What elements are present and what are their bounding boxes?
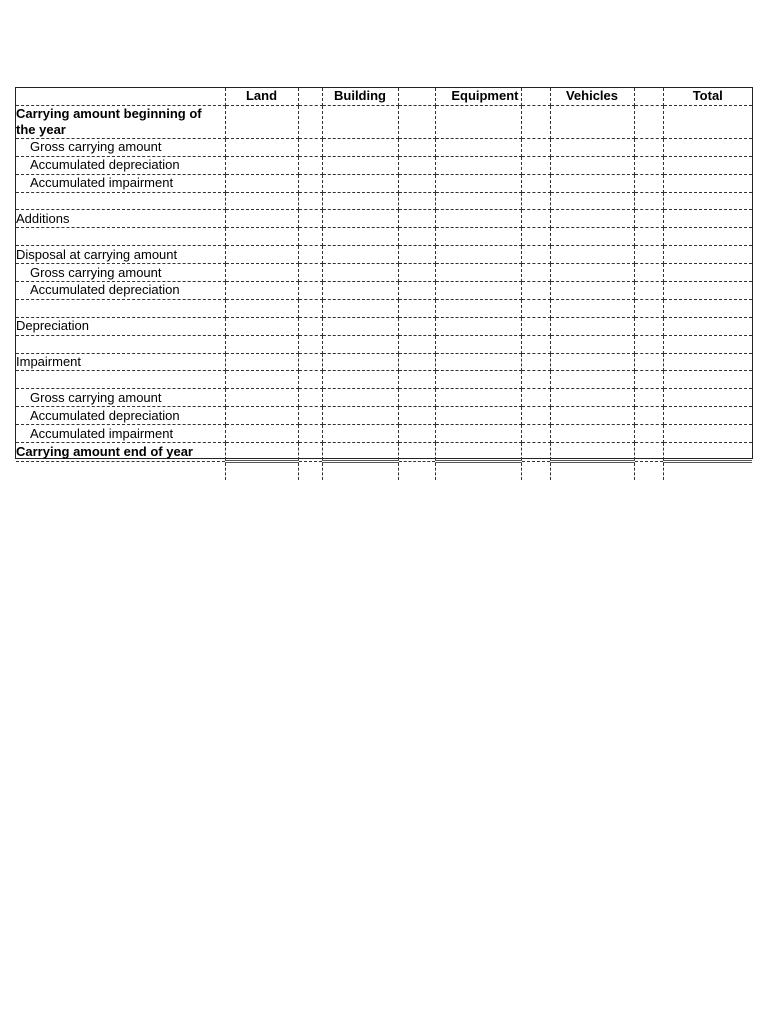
amount-cell-building[interactable]: [322, 425, 398, 443]
amount-cell-total[interactable]: [663, 264, 752, 282]
amount-cell-land[interactable]: [225, 246, 298, 264]
spacer-cell: [521, 443, 550, 462]
spacer-cell: [398, 299, 435, 317]
amount-cell-building[interactable]: [322, 317, 398, 335]
amount-cell-total[interactable]: [663, 317, 752, 335]
amount-cell-equipment[interactable]: [435, 282, 521, 300]
amount-cell-land[interactable]: [225, 425, 298, 443]
spacer-cell: [634, 192, 663, 210]
row-label-additions: Additions: [16, 210, 225, 228]
header-row: [16, 88, 752, 105]
spacer-cell: [398, 174, 435, 192]
amount-cell-vehicles[interactable]: [550, 174, 634, 192]
table-row: [16, 371, 752, 389]
spacer-cell: [521, 228, 550, 246]
spacer-cell: [634, 443, 663, 462]
amount-cell-equipment[interactable]: [435, 425, 521, 443]
amount-cell-land[interactable]: [225, 264, 298, 282]
amount-cell-vehicles[interactable]: [550, 138, 634, 156]
amount-cell-total[interactable]: [663, 371, 752, 389]
row-label-accumulated-impairment: Accumulated impairment: [16, 425, 225, 443]
amount-cell-total[interactable]: [663, 282, 752, 300]
spacer-cell: [398, 156, 435, 174]
amount-cell-building[interactable]: [322, 299, 398, 317]
spacer-cell: [398, 443, 435, 462]
amount-cell-vehicles[interactable]: [550, 317, 634, 335]
row-label-blank: [16, 299, 225, 317]
amount-cell-equipment[interactable]: [435, 246, 521, 264]
spacer-cell: [521, 88, 550, 105]
spacer-cell: [298, 353, 322, 371]
amount-cell-land[interactable]: [225, 282, 298, 300]
table-row: [16, 317, 752, 335]
spacer-cell: [398, 353, 435, 371]
spacer-cell: [398, 371, 435, 389]
amount-cell-equipment[interactable]: [435, 299, 521, 317]
spacer-cell: [521, 389, 550, 407]
spacer-cell: [298, 156, 322, 174]
amount-cell-building[interactable]: [322, 282, 398, 300]
table-row: [16, 282, 752, 300]
amount-cell-land[interactable]: [225, 371, 298, 389]
amount-cell-equipment[interactable]: [435, 371, 521, 389]
spacer-cell: [398, 407, 435, 425]
spacer-cell: [521, 335, 550, 353]
amount-cell-building[interactable]: [322, 335, 398, 353]
spacer-cell: [634, 174, 663, 192]
spacer-cell: [634, 461, 663, 479]
column-header-land: Land: [225, 88, 298, 105]
table-row: [16, 353, 752, 371]
amount-cell-vehicles[interactable]: [550, 461, 634, 479]
spacer-cell: [521, 156, 550, 174]
table-row: [16, 174, 752, 192]
spacer-cell: [634, 138, 663, 156]
spacer-cell: [634, 228, 663, 246]
table-row: [16, 228, 752, 246]
table-row: [16, 461, 752, 479]
amount-cell-equipment[interactable]: [435, 353, 521, 371]
spacer-cell: [398, 461, 435, 479]
amount-cell-land[interactable]: [225, 389, 298, 407]
table-row: [16, 425, 752, 443]
table-row: [16, 105, 752, 138]
amount-cell-vehicles[interactable]: [550, 192, 634, 210]
spacer-cell: [634, 425, 663, 443]
amount-cell-vehicles[interactable]: [550, 371, 634, 389]
amount-cell-land[interactable]: [225, 461, 298, 479]
spacer-cell: [298, 461, 322, 479]
amount-cell-land[interactable]: [225, 299, 298, 317]
spacer-cell: [521, 407, 550, 425]
amount-cell-equipment[interactable]: [435, 228, 521, 246]
spacer-cell: [298, 228, 322, 246]
spacer-cell: [521, 353, 550, 371]
amount-cell-vehicles[interactable]: [550, 389, 634, 407]
spacer-cell: [398, 210, 435, 228]
spacer-cell: [398, 228, 435, 246]
spacer-cell: [398, 138, 435, 156]
amount-cell-vehicles[interactable]: [550, 264, 634, 282]
amount-cell-vehicles[interactable]: [550, 407, 634, 425]
ppe-grid: [16, 88, 752, 480]
spacer-cell: [298, 105, 322, 138]
table-row: [16, 389, 752, 407]
amount-cell-vehicles[interactable]: [550, 246, 634, 264]
table-row: [16, 138, 752, 156]
amount-cell-total[interactable]: [663, 246, 752, 264]
amount-cell-land[interactable]: [225, 407, 298, 425]
amount-cell-total[interactable]: [663, 461, 752, 479]
row-label-carrying-amount-end-of-year: Carrying amount end of year: [16, 443, 225, 462]
spacer-cell: [634, 210, 663, 228]
spacer-cell: [298, 299, 322, 317]
spacer-cell: [398, 282, 435, 300]
amount-cell-building[interactable]: [322, 210, 398, 228]
spacer-cell: [398, 192, 435, 210]
spacer-cell: [521, 425, 550, 443]
spacer-cell: [521, 371, 550, 389]
amount-cell-building[interactable]: [322, 156, 398, 174]
amount-cell-equipment[interactable]: [435, 156, 521, 174]
spacer-cell: [521, 264, 550, 282]
amount-cell-total[interactable]: [663, 299, 752, 317]
spacer-cell: [634, 105, 663, 138]
row-label-accumulated-depreciation: Accumulated depreciation: [16, 282, 225, 300]
spacer-cell: [521, 138, 550, 156]
spacer-cell: [298, 407, 322, 425]
spacer-cell: [398, 425, 435, 443]
spacer-cell: [298, 389, 322, 407]
spacer-cell: [298, 174, 322, 192]
amount-cell-land[interactable]: [225, 174, 298, 192]
row-label-carrying-amount-beginning-of-the-year: Carrying amount beginning of the year: [16, 105, 225, 138]
spacer-cell: [521, 192, 550, 210]
amount-cell-building[interactable]: [322, 138, 398, 156]
spacer-cell: [298, 138, 322, 156]
amount-cell-building[interactable]: [322, 264, 398, 282]
amount-cell-total[interactable]: [663, 353, 752, 371]
amount-cell-equipment[interactable]: [435, 407, 521, 425]
amount-cell-land[interactable]: [225, 317, 298, 335]
spacer-cell: [521, 246, 550, 264]
row-label-accumulated-depreciation: Accumulated depreciation: [16, 407, 225, 425]
amount-cell-vehicles[interactable]: [550, 156, 634, 174]
spacer-cell: [298, 88, 322, 105]
spacer-cell: [298, 282, 322, 300]
amount-cell-equipment[interactable]: [435, 264, 521, 282]
spacer-cell: [634, 299, 663, 317]
row-label-blank: [16, 192, 225, 210]
amount-cell-land[interactable]: [225, 105, 298, 138]
amount-cell-building[interactable]: [322, 407, 398, 425]
spacer-cell: [398, 317, 435, 335]
amount-cell-total[interactable]: [663, 210, 752, 228]
spacer-cell: [634, 264, 663, 282]
amount-cell-vehicles[interactable]: [550, 228, 634, 246]
spacer-cell: [634, 371, 663, 389]
amount-cell-land[interactable]: [225, 353, 298, 371]
row-label-blank: [16, 228, 225, 246]
amount-cell-land[interactable]: [225, 138, 298, 156]
spacer-cell: [634, 156, 663, 174]
spacer-cell: [298, 264, 322, 282]
row-label-blank: [16, 461, 225, 479]
table-row: [16, 156, 752, 174]
amount-cell-vehicles[interactable]: [550, 353, 634, 371]
spacer-cell: [298, 335, 322, 353]
amount-cell-land[interactable]: [225, 335, 298, 353]
spacer-cell: [634, 353, 663, 371]
amount-cell-vehicles[interactable]: [550, 299, 634, 317]
spacer-cell: [634, 88, 663, 105]
amount-cell-building[interactable]: [322, 105, 398, 138]
amount-cell-vehicles[interactable]: [550, 425, 634, 443]
amount-cell-equipment[interactable]: [435, 317, 521, 335]
amount-cell-building[interactable]: [322, 174, 398, 192]
spacer-cell: [634, 335, 663, 353]
amount-cell-total[interactable]: [663, 192, 752, 210]
row-label-accumulated-impairment: Accumulated impairment: [16, 174, 225, 192]
amount-cell-total[interactable]: [663, 425, 752, 443]
amount-cell-building[interactable]: [322, 246, 398, 264]
row-label-blank: [16, 371, 225, 389]
table-row: [16, 264, 752, 282]
amount-cell-equipment[interactable]: [435, 174, 521, 192]
table-row: [16, 443, 752, 462]
amount-cell-equipment[interactable]: [435, 192, 521, 210]
amount-cell-building[interactable]: [322, 192, 398, 210]
amount-cell-total[interactable]: [663, 174, 752, 192]
amount-cell-building[interactable]: [322, 353, 398, 371]
amount-cell-total[interactable]: [663, 389, 752, 407]
amount-cell-vehicles[interactable]: [550, 210, 634, 228]
spacer-cell: [634, 317, 663, 335]
table-row: [16, 210, 752, 228]
amount-cell-equipment[interactable]: [435, 105, 521, 138]
spacer-cell: [298, 425, 322, 443]
amount-cell-equipment[interactable]: [435, 461, 521, 479]
spacer-cell: [521, 210, 550, 228]
row-label-accumulated-depreciation: Accumulated depreciation: [16, 156, 225, 174]
amount-cell-total[interactable]: [663, 407, 752, 425]
amount-cell-equipment[interactable]: [435, 138, 521, 156]
amount-cell-total[interactable]: [663, 156, 752, 174]
table-row: [16, 246, 752, 264]
spacer-cell: [298, 210, 322, 228]
spacer-cell: [521, 461, 550, 479]
amount-cell-equipment[interactable]: [435, 335, 521, 353]
column-header-vehicles: Vehicles: [550, 88, 634, 105]
table-row: [16, 299, 752, 317]
amount-cell-building[interactable]: [322, 371, 398, 389]
row-label-depreciation: Depreciation: [16, 317, 225, 335]
spacer-cell: [298, 192, 322, 210]
amount-cell-land[interactable]: [225, 156, 298, 174]
amount-cell-land[interactable]: [225, 210, 298, 228]
amount-cell-vehicles[interactable]: [550, 105, 634, 138]
amount-cell-total[interactable]: [663, 335, 752, 353]
row-label-gross-carrying-amount: Gross carrying amount: [16, 138, 225, 156]
spacer-cell: [634, 389, 663, 407]
column-header-equipment: Equipment: [435, 88, 521, 105]
amount-cell-vehicles[interactable]: [550, 282, 634, 300]
spacer-cell: [634, 246, 663, 264]
spacer-cell: [298, 443, 322, 462]
amount-cell-vehicles[interactable]: [550, 443, 634, 462]
amount-cell-building[interactable]: [322, 389, 398, 407]
amount-cell-building[interactable]: [322, 461, 398, 479]
header-label-cell: [16, 88, 225, 105]
row-label-gross-carrying-amount: Gross carrying amount: [16, 389, 225, 407]
spacer-cell: [298, 317, 322, 335]
amount-cell-equipment[interactable]: [435, 443, 521, 462]
amount-cell-equipment[interactable]: [435, 389, 521, 407]
table-row: [16, 407, 752, 425]
spacer-cell: [398, 264, 435, 282]
row-label-blank: [16, 335, 225, 353]
table-row: [16, 335, 752, 353]
amount-cell-building[interactable]: [322, 443, 398, 462]
table-row: [16, 192, 752, 210]
spacer-cell: [634, 407, 663, 425]
row-label-disposal-at-carrying-amount: Disposal at carrying amount: [16, 246, 225, 264]
spacer-cell: [634, 282, 663, 300]
spacer-cell: [521, 105, 550, 138]
row-label-impairment: Impairment: [16, 353, 225, 371]
spacer-cell: [398, 246, 435, 264]
ppe-reconciliation-table: [15, 87, 753, 459]
row-label-gross-carrying-amount: Gross carrying amount: [16, 264, 225, 282]
amount-cell-equipment[interactable]: [435, 210, 521, 228]
column-header-total: Total: [663, 88, 752, 105]
column-header-building: Building: [322, 88, 398, 105]
spacer-cell: [521, 299, 550, 317]
amount-cell-building[interactable]: [322, 228, 398, 246]
spacer-cell: [298, 246, 322, 264]
amount-cell-total[interactable]: [663, 228, 752, 246]
spacer-cell: [398, 88, 435, 105]
table-body: [16, 105, 752, 479]
spacer-cell: [521, 317, 550, 335]
spacer-cell: [398, 389, 435, 407]
amount-cell-vehicles[interactable]: [550, 335, 634, 353]
amount-cell-total[interactable]: [663, 105, 752, 138]
amount-cell-total[interactable]: [663, 138, 752, 156]
spacer-cell: [521, 174, 550, 192]
amount-cell-land[interactable]: [225, 192, 298, 210]
amount-cell-land[interactable]: [225, 443, 298, 462]
spacer-cell: [398, 335, 435, 353]
spacer-cell: [398, 105, 435, 138]
amount-cell-total[interactable]: [663, 443, 752, 462]
amount-cell-land[interactable]: [225, 228, 298, 246]
spacer-cell: [521, 282, 550, 300]
spacer-cell: [298, 371, 322, 389]
